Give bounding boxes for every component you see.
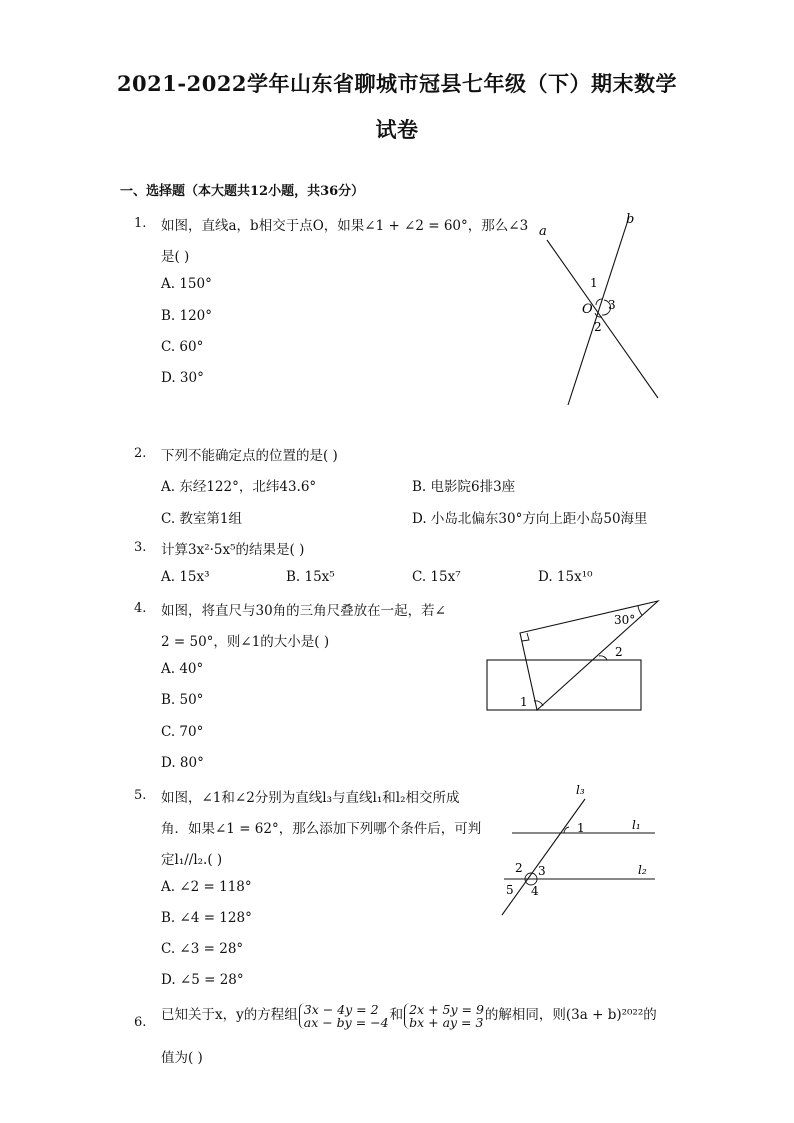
q5-option-c: C. ∠3 = 28° <box>161 941 244 957</box>
q1-label-b: b <box>626 212 635 227</box>
q4-label-2: 2 <box>615 645 623 659</box>
q6-equation-system-1 <box>299 1003 389 1029</box>
q2-option-d: D. 小岛北偏东30°方向上距小岛50海里 <box>412 511 648 527</box>
q4-option-d: D. 80° <box>161 755 204 771</box>
q6-text-part-a: 已知关于x，y的方程组 <box>161 1007 298 1023</box>
q5-option-b: B. ∠4 = 128° <box>161 910 252 926</box>
q5-label-l2: l₂ <box>638 863 647 877</box>
q5-label-5: 5 <box>506 883 514 897</box>
q6-text-line2: 值为( ) <box>161 1050 203 1066</box>
q5-label-4: 4 <box>531 884 539 898</box>
q2-text: 下列不能确定点的位置的是( ) <box>161 448 338 464</box>
q6-number: 6. <box>134 1015 147 1030</box>
q1-option-a: A. 150° <box>161 276 212 292</box>
q6-sys1-row1: 3x − 4y = 2 <box>303 1001 379 1017</box>
q5-option-d: D. ∠5 = 28° <box>161 972 244 988</box>
q3-number: 3. <box>134 540 147 555</box>
section-header: 一、选择题（本大题共12小题，共36分） <box>120 184 365 199</box>
q6-sys2-row1: 2x + 5y = 9 <box>409 1001 484 1017</box>
q1-text-line1: 如图，直线a，b相交于点O，如果∠1 + ∠2 = 60°，那么∠3 <box>161 218 529 234</box>
q4-label-1: 1 <box>520 695 528 709</box>
q5-option-a: A. ∠2 = 118° <box>161 879 252 895</box>
q6-text-part-b: 和 <box>389 1007 404 1023</box>
q1-text-line2: 是( ) <box>161 249 190 265</box>
q4-option-a: A. 40° <box>161 661 204 677</box>
q4-angle30-arc <box>638 606 642 615</box>
q1-option-b: B. 120° <box>161 308 213 324</box>
paper-title-line2: 试卷 <box>375 117 419 142</box>
q3-option-c: C. 15x⁷ <box>412 569 461 585</box>
q5-label-l3: l₃ <box>576 783 585 797</box>
q4-number: 4. <box>134 601 147 616</box>
q4-right-angle-mark <box>522 633 529 641</box>
q5-label-l1: l₁ <box>632 818 641 832</box>
q5-figure-parallel-lines <box>490 782 665 920</box>
q1-label-a: a <box>539 224 547 239</box>
q3-option-a: A. 15x³ <box>161 569 210 585</box>
q1-label-1: 1 <box>590 276 598 290</box>
paper-title-line1: 2021-2022学年山东省聊城市冠县七年级（下）期末数学 <box>116 71 678 96</box>
q5-label-3: 3 <box>538 864 546 878</box>
q4-label-30: 30° <box>614 613 636 627</box>
q1-line-a <box>547 240 658 398</box>
q4-figure-ruler-triangle <box>480 595 665 720</box>
q3-option-b: B. 15x⁵ <box>286 569 335 585</box>
q5-text-line2: 角．如果∠1 = 62°，那么添加下列哪个条件后，可判 <box>161 821 482 837</box>
q1-line-b <box>568 217 629 405</box>
q6-text-part-c: 的解相同，则(3a + b)²⁰²²的 <box>484 1007 657 1023</box>
q6-text-line1 <box>161 1002 657 1029</box>
q3-option-d: D. 15x¹⁰ <box>538 569 593 585</box>
q4-text-line2: 2 = 50°，则∠1的大小是( ) <box>161 634 330 650</box>
q1-label-2: 2 <box>594 320 602 334</box>
q3-text: 计算3x²·5x⁵的结果是( ) <box>161 542 305 558</box>
q4-option-b: B. 50° <box>161 692 204 708</box>
q6-equation-system-2 <box>404 1003 484 1029</box>
q1-number: 1. <box>134 216 147 231</box>
q5-text-line1: 如图，∠1和∠2分别为直线l₃与直线l₁和l₂相交所成 <box>161 790 460 806</box>
q6-sys2-row2: bx + ay = 3 <box>409 1014 484 1030</box>
q6-sys1-row2: ax − by = −4 <box>303 1014 389 1030</box>
q1-label-3: 3 <box>608 298 616 312</box>
q2-option-b: B. 电影院6排3座 <box>412 479 516 495</box>
q2-option-c: C. 教室第1组 <box>161 511 243 527</box>
q2-number: 2. <box>134 446 147 461</box>
q4-triangle <box>520 601 658 710</box>
q1-label-O: O <box>582 302 593 317</box>
q5-number: 5. <box>134 788 147 803</box>
q5-label-1: 1 <box>577 821 585 835</box>
q5-text-line3: 定l₁//l₂.( ) <box>161 852 223 868</box>
q4-angle2-arc <box>599 656 607 660</box>
q5-line-l3 <box>502 799 585 915</box>
q4-option-c: C. 70° <box>161 724 204 740</box>
q1-figure-intersecting-lines <box>520 205 670 410</box>
q5-label-2: 2 <box>515 861 523 875</box>
q1-option-c: C. 60° <box>161 339 204 355</box>
q1-option-d: D. 30° <box>161 370 204 386</box>
q2-option-a: A. 东经122°，北纬43.6° <box>161 479 317 495</box>
q4-text-line1: 如图，将直尺与30角的三角尺叠放在一起，若∠ <box>161 603 446 619</box>
